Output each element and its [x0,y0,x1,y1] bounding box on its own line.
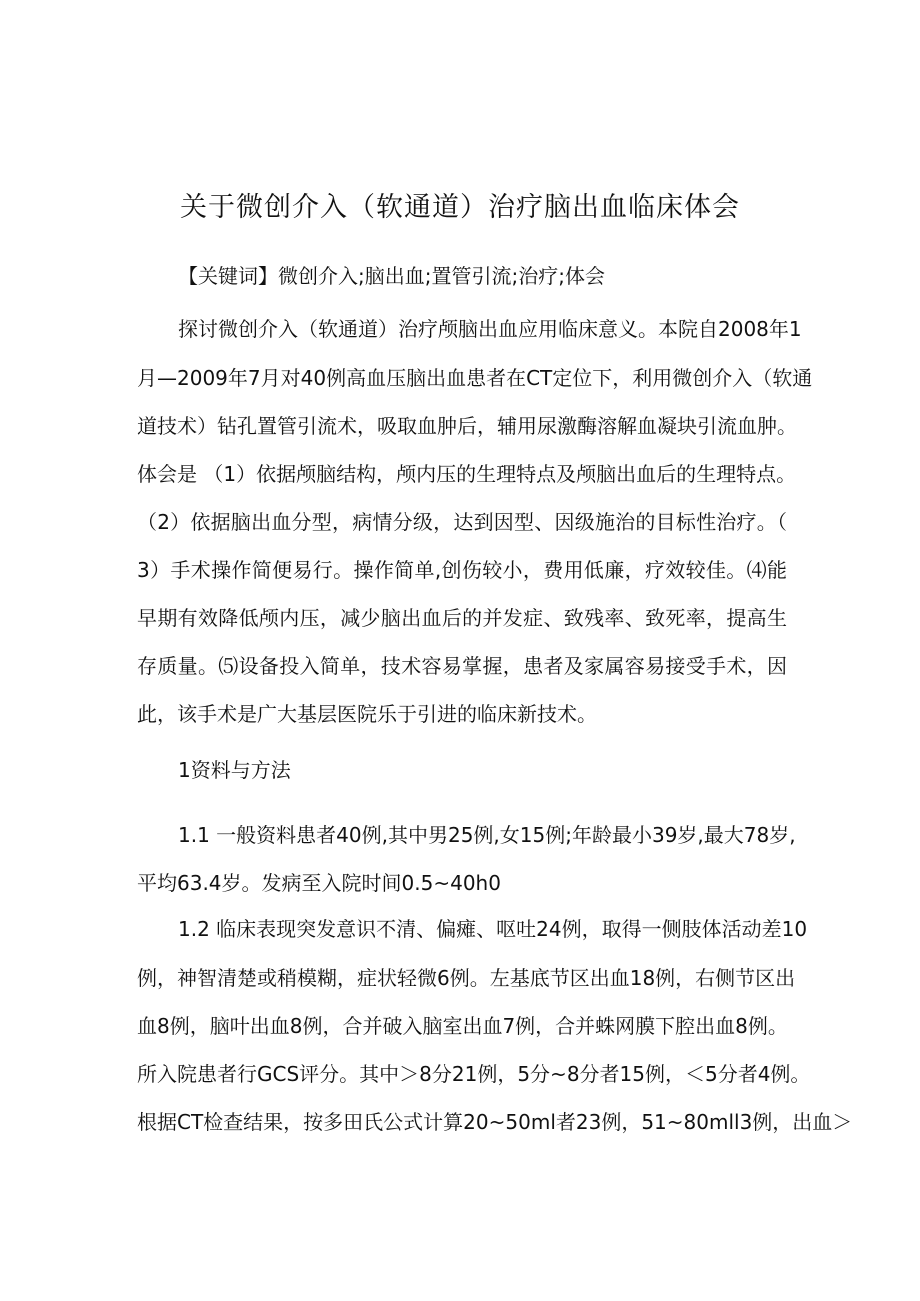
section-heading: 1资料与方法 [178,758,291,782]
abstract-line: 体会是 （1）依据颅脑结构，颅内压的生理特点及颅脑出血后的生理特点。 [137,462,797,486]
abstract-line: 道技术）钻孔置管引流术，吸取血肿后，辅用尿激酶溶解血凝块引流血肿。 [137,414,797,438]
keywords-line: 【关键词】微创介入;脑出血;置管引流;治疗;体会 [178,264,605,288]
document-title: 关于微创介入（软通道）治疗脑出血临床体会 [180,192,740,223]
abstract-line: 3）手术操作简便易行。操作简单,创伤较小，费用低廉，疗效较佳。⑷能 [137,558,787,582]
section-1-1-line: 平均63.4岁。发病至入院时间0.5~40h0 [137,871,501,895]
section-1-2-line: 根据CT检查结果，按多田氏公式计算20~50ml者23例，51~80mll3例，出血＞ [137,1110,853,1134]
abstract-line: 月—2009年7月对40例高血压脑出血患者在CT定位下，利用微创介入（软通 [137,366,813,390]
section-1-2-line: 血8例，脑叶出血8例，合并破入脑室出血7例，合并蛛网膜下腔出血8例。 [137,1014,788,1038]
section-1-1-line: 1.1 一般资料患者40例,其中男25例,女15例;年龄最小39岁,最大78岁, [178,823,796,847]
abstract-line: 存质量。⑸设备投入简单，技术容易掌握，患者及家属容易接受手术，因 [137,654,787,678]
section-1-2-line: 所入院患者行GCS评分。其中＞8分21例，5分~8分者15例，＜5分者4例。 [137,1062,811,1086]
abstract-line: 早期有效降低颅内压，减少脑出血后的并发症、致残率、致死率，提高生 [137,606,787,630]
abstract-line: 此，该手术是广大基层医院乐于引进的临床新技术。 [137,702,597,726]
section-1-2-line: 例，神智清楚或稍模糊，症状轻微6例。左基底节区出血18例，右侧节区出 [137,966,796,990]
abstract-line: 探讨微创介入（软通道）治疗颅脑出血应用临床意义。本院自2008年1 [178,317,802,341]
abstract-line: （2）依据脑出血分型，病情分级，达到因型、因级施治的目标性治疗。（ [137,510,787,534]
section-1-2-line: 1.2 临床表现突发意识不清、偏瘫、呕吐24例，取得一侧肢体活动差10 [178,917,808,941]
